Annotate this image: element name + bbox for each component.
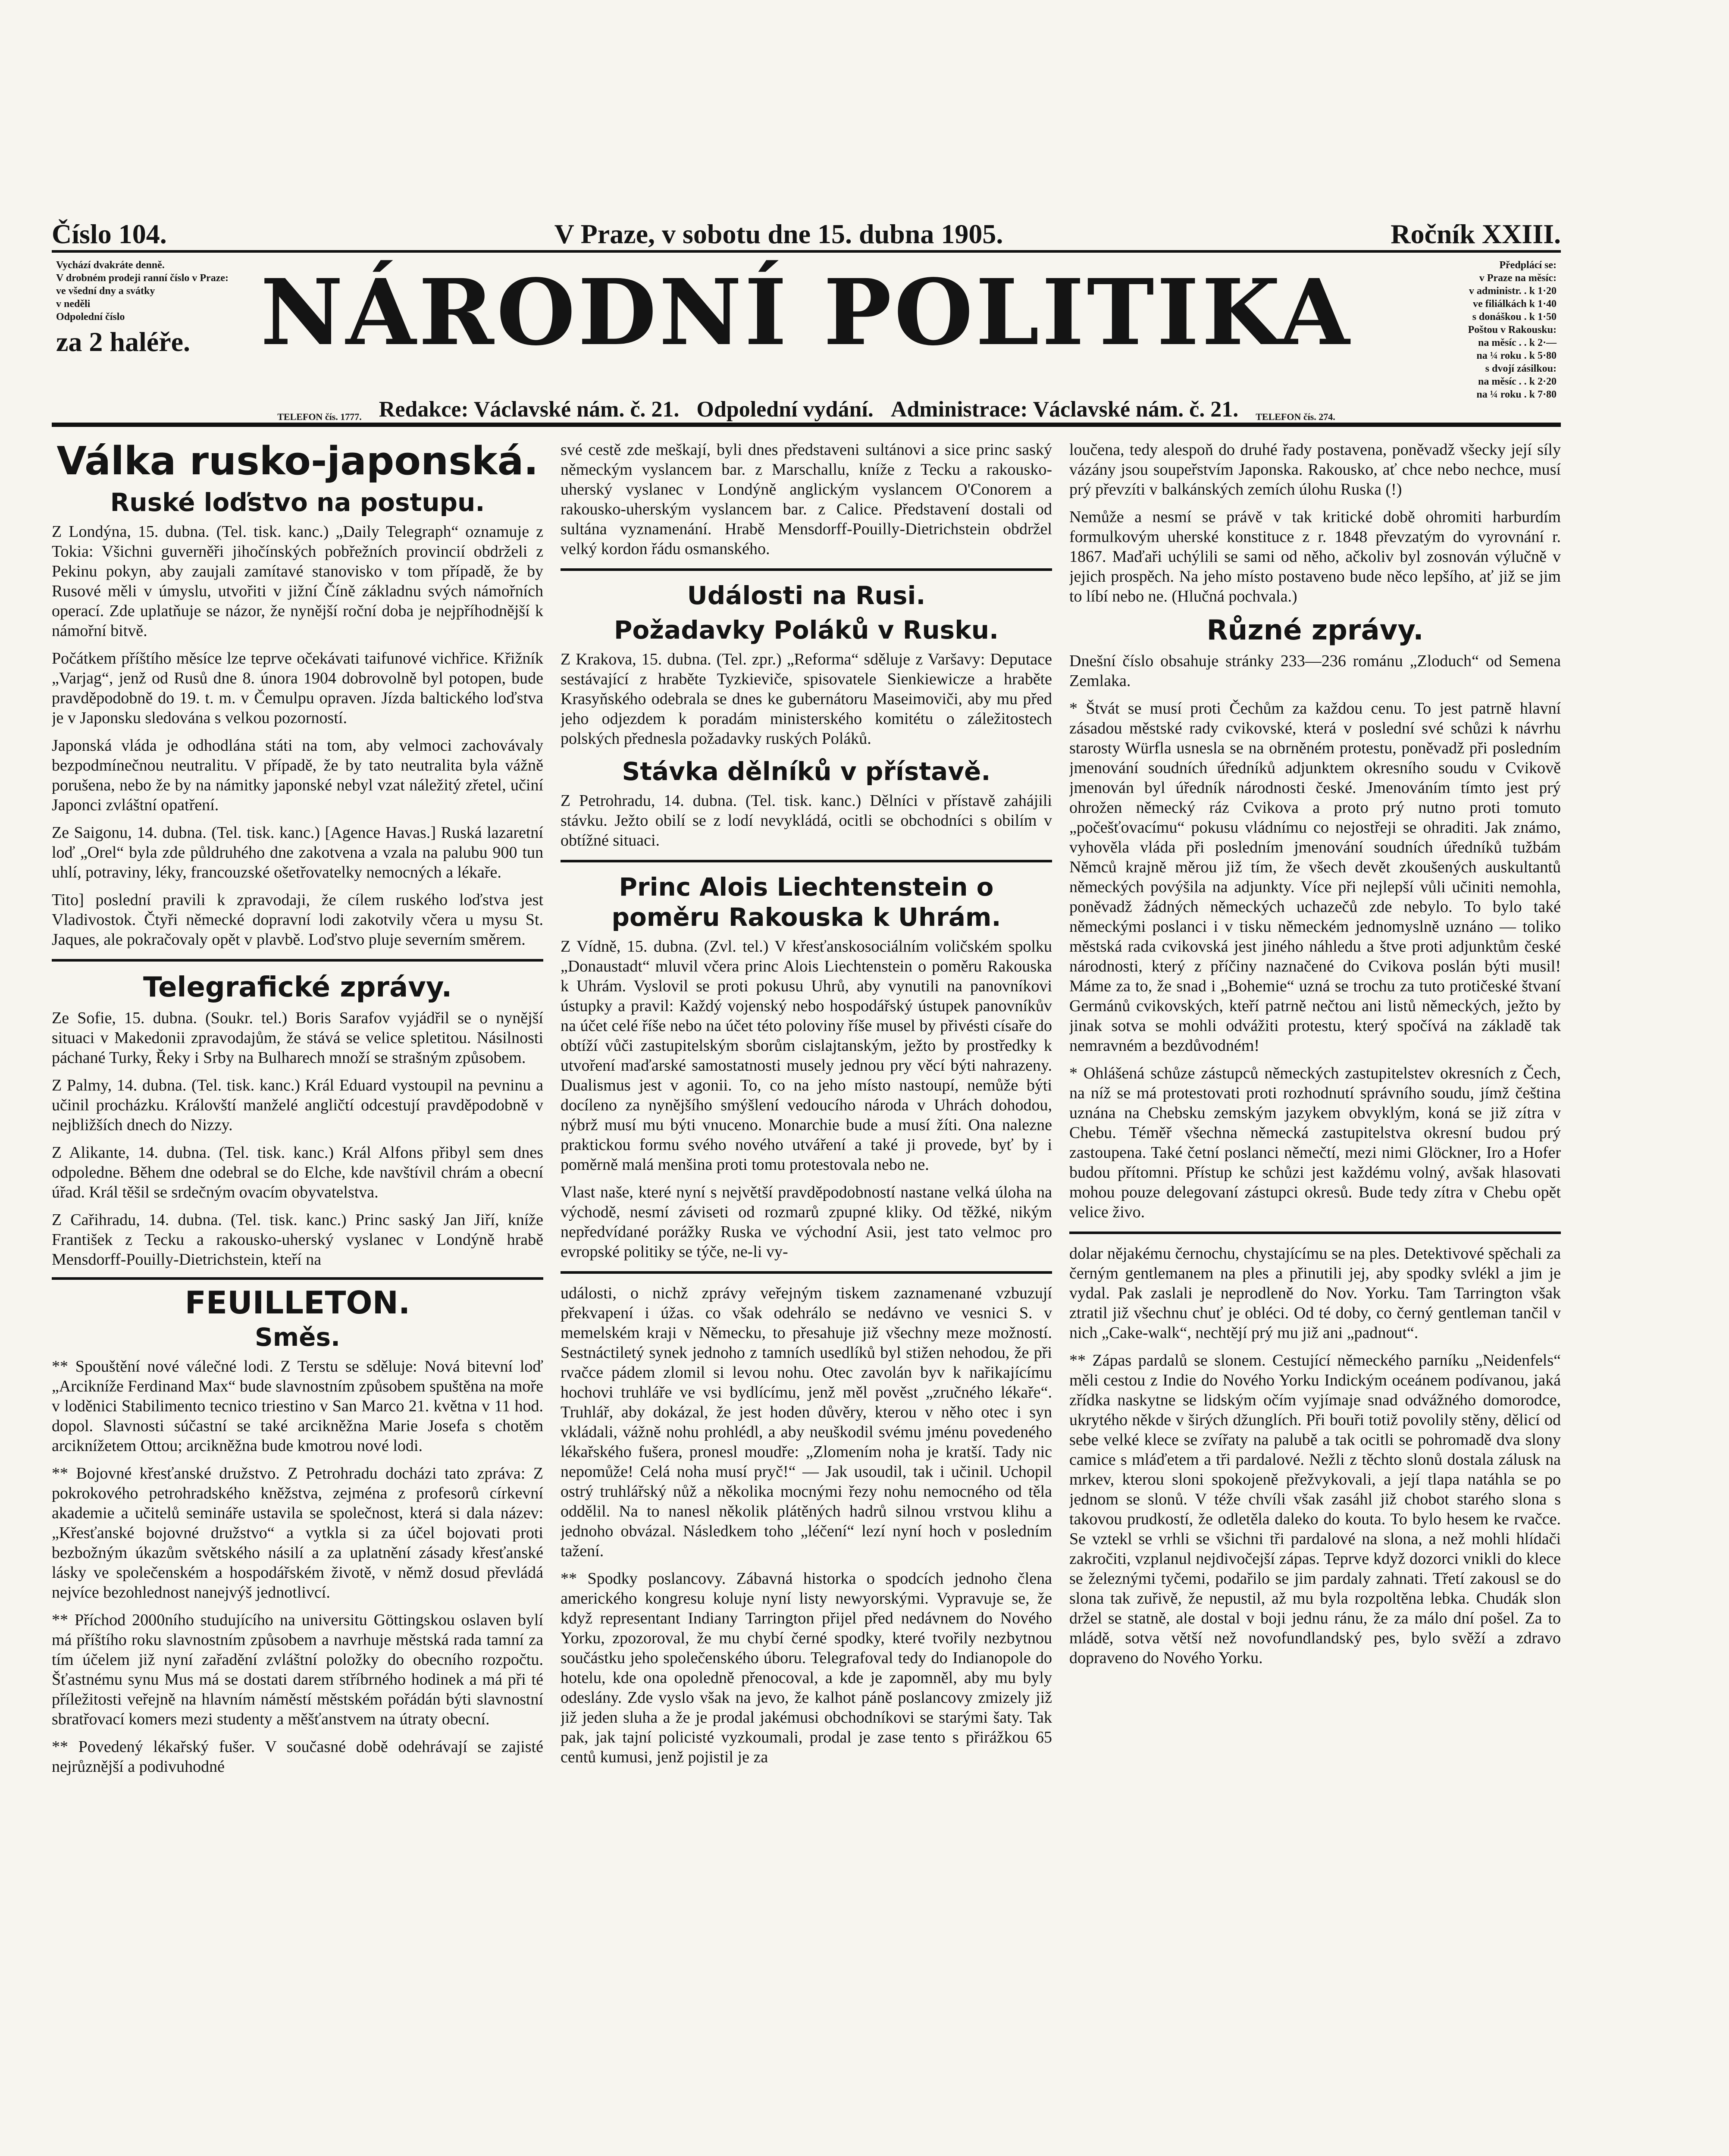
smes-heading: Směs. [254, 1322, 341, 1352]
paragraph: Dnešní číslo obsahuje stránky 233—236 románu „Zloduch“ od Semena Zemlaka. [1069, 652, 1561, 690]
right-info-line: s donáškou . k 1·50 [1472, 311, 1557, 323]
divider [561, 860, 1052, 862]
divider [561, 1271, 1052, 1274]
paragraph: ** Příchod 2000ního studujícího na universitu Göttingskou oslaven bylí má příštího roku slavnostním způsobem a navrhuje městská rada tamní za tím účelem již nyní zařadění zvláštní položky do obecního rozpočtu. Šťastnému synu Mus má se dostati darem stříbrného hodinek a má při té příležitosti veřejně na hlavním náměstí městském pořádán býti slavnostní sbratřovací komers mezi studenty a měšťanstvem na útraty obecní. [52, 1611, 543, 1728]
paragraph: Počátkem příštího měsíce lze teprve očekávati taifunové vichřice. Křižník „Varjag“, jenž od Rusů dne 8. února 1904 dobrovolně byl potopen, bude pravděpodobně do 19. t. m. v Čemulpu opraven. Jízda baltického loďstva je v Japonsku sledována s velkou pozorností. [52, 649, 543, 727]
right-info-line: na ¼ roku . k 7·80 [1476, 389, 1557, 400]
right-info-box [1375, 259, 1557, 401]
volume-number: Ročník XXIII. [1391, 219, 1561, 249]
paragraph: ** Povedený lékařský fušer. V současné době odehrávají se zajisté nejrůznější a podivuhodné [52, 1738, 543, 1776]
paragraph: Vlast naše, které nyní s největší pravděpodobností nastane velká úloha na východě, nesmí záviseti od rozmarů zpupné kliky. Od těžké, nikým nepředvídané porážky Ruska ve východní Asii, jest tato velmoc pro evropské politiky se týče, ne-li vy- [561, 1183, 1052, 1261]
subheadline-fleet: Ruské loďstvo na postupu. [110, 488, 485, 517]
masthead [52, 254, 1561, 427]
paragraph: ** Zápas pardalů se slonem. Cestující německého parníku „Neidenfels“ měli cestou z Indie do Nového Yorku Indickým oceánem podívanou, jaká zřídka naskytne se lidským očím vyjímaje snad odvážného domorodce, ukrytého někde v širých džunglích. Při bouři totiž povolily stěny, dělicí od sebe velké klece se zvířaty na palubě a tak ocitli se pohromadě dva slony camice s mláďetem a tři pardalové. Nežli z těchto slonů dostala zálusk na mrkev, kterou sloni spokojeně přežvykovali, a její tlapa natáhla se po jednom se slonů. V téže chvíli však zasáhl již chobot starého slona s takovou prudkostí, že odletěla daleko do kouta. To bylo hesem ke rvačce. Se vztekl se vrhli se všichni tři pardalové na slona, a než mohli hlídači zakročiti, vzplanul nejdivočejší zápas. Teprve když dozorci vnikli do klece se železnými tyčemi, podařilo se jim pardaly zahnati. Třetí zakousl se do slona tak zuřivě, že nepustil, až mu byla rozpoltěna lebka. Chudák slon držel se statně, ale dostal v boji jednu ránu, že za málo dní pošel. Za to mládě, sotva větší než novofundlandský pes, bylo svěží a zdravo dopraveno do Nového Yorku. [1069, 1351, 1561, 1667]
paragraph: Z Vídně, 15. dubna. (Zvl. tel.) V křesťanskosociálním voličském spolku „Donaustadt“ mluvil včera princ Alois Liechtenstein o poměru Rakouska k Uhrám. Vyslovil se proti pokusu Uhrů, aby vynutili na panovníkovi ústupky a pravil: Každý vojenský nebo hospodářský ústupek panovníkův na účet celé říše nebo na účet této poloviny říše musel by přivésti císaře do obtíží vůči zastupitelským sborům cislajtanským, ježto by prostředky k utvoření maďarské samostatnosti musely jednou pry věcí býti nahrazeny. Dualismus jest v agonii. To, co na jeho místo nastoupí, nemůže býti docíleno za nynějšího smýšlení vedoucího národa v Uhrách dohodou, nýbrž musí mu býti vnuceno. Monarchie bude a musí žíti. Ona nalezne praktickou formu svého nového utváření a také ji provede, byť by i poměrně malá menšina proti tomu protestovala nebo ne. [561, 937, 1052, 1174]
issue-date: V Praze, v sobotu dne 15. dubna 1905. [554, 219, 1003, 249]
divider [1069, 1232, 1561, 1234]
paragraph: Ze Saigonu, 14. dubna. (Tel. tisk. kanc.) [Agence Havas.] Ruská lazaretní loď „Orel“ byla zde půldruhého dne zakotvena a vzala na palubu 900 tun uhlí, potraviny, léky, francouzské ošetřovatelky nemocných a lékaře. [52, 824, 543, 881]
right-info-line: na měsíc . . k 2·20 [1478, 376, 1557, 387]
paragraph: * Ohlášená schůze zástupců německých zastupitelstev okresních z Čech, na níž se má protestovati proti rozhodnutí správního soudu, jímž čeština uznána na Chebsku zemským jazykem obvyklým, koná se již zítra v Chebu. Téměř všechna německá zastupitelstva okresní budou prý zastoupena. Také četní poslanci němečtí, mezi nimi Glöckner, Iro a Hofer budou přítomni. Přístup ke schůzi jest každému volný, avšak hlasovati mohou pouze delegovaní zástupci okresů. Bude tedy zítra v Chebu opět velice živo. [1069, 1064, 1561, 1221]
paragraph: Z Palmy, 14. dubna. (Tel. tisk. kanc.) Král Eduard vystoupil na pevninu a učinil procházku. Královští manželé angličtí odcestují pravděpodobně v nejbližších dnech do Nizzy. [52, 1076, 543, 1134]
right-info-line: na měsíc . . k 2·— [1478, 337, 1557, 348]
divider [52, 959, 543, 962]
headline-telegraph: Telegrafické zprávy. [143, 971, 452, 1003]
headline-war: Válka rusko-japonská. [56, 440, 539, 484]
paragraph: loučena, tedy alespoň do druhé řady postavena, poněvadž všecky její síly vázány jsou soupeřstvím Japonska. Rakousko, ať chce nebo nechce, musí prý převzíti v balkánských zemích úlohu Ruska (!) [1069, 441, 1561, 498]
paragraph: události, o nichž zprávy veřejným tiskem zaznamenané vzbuzují překvapení i úžas. co však odehrálo se nedávno ve vesnici S. v memelském kraji v Německu, to přesahuje již všechny meze možností. Sestnáctiletý synek jednoho z tamních usedlíků byl stižen nehodou, že při rvačce pádem zlomil si levou nohu. Otec zavolán byv k nařikajícímu hochovi truhláře ve vsi bydlícímu, jenž měl pověst „zručného lékaře“. Truhlář, aby dokázal, že jest hoden důvěry, kterou v něho otec i syn vkládali, vážně nohu prohlédl, a aby neuškodil svému jménu povedeného lékařského fušera, pronesl moudře: „Zlomením noha je kratší. Tady nic nepomůže! Celá noha musí pryč!“ — Jak usoudil, tak i učinil. Uchopil ostrý truhlářský nůž a několika mocnými řezy nohu nemocného od těla oddělil. Na to nanesl několik plátěných hadrů silnou vrstvou klihu a jednoho obvázal. Následkem toho „léčení“ lezí nyní hoch v posledním tažení. [561, 1284, 1052, 1560]
paragraph: své cestě zde meškají, byli dnes představeni sultánovi a sice princ saský německým vyslancem bar. z Marschallu, kníže z Tecku a rakousko-uherský vyslanec v Londýně anglickým vyslancem O'Conorem a rakousko-uherským vyslancem bar. z Calice. Představení dostali od sultána vyznamenání. Hrabě Mensdorff-Pouilly-Dietrichstein obdržel velký kordon řádu osmanského. [561, 441, 1052, 558]
left-info-line: v neděli [56, 298, 91, 310]
paragraph: Z Krakova, 15. dubna. (Tel. zpr.) „Reforma“ sděluje z Varšavy: Deputace sestávající z hraběte Tyzkieviče, spisovatele Sienkiewicze a hraběte Krasyňského odebrala se dnes ke gubernátoru Maseimoviči, aby mu před jeho odjezdem k poradám ministerského komitétu o záležitostech polských přednesla požadavky ruských Poláků. [561, 650, 1052, 748]
divider [561, 568, 1052, 571]
paragraph: ** Spouštění nové válečné lodi. Z Terstu se sděluje: Nová bitevní loď „Arcikníže Ferdinand Max“ bude slavnostním způsobem spuštěna na moře v loděnici Stabilimento tecnico triestino v San Marco 21. května v 11 hod. dopol. Slavnosti súčastní se také arcikněžna Marie Josefa s chotěm arciknížetem Ottou; arcikněžna bude kmotrou nové lodi. [52, 1357, 543, 1455]
telefon-left: TELEFON čís. 1777. [277, 411, 362, 422]
paragraph: ** Spodky poslancovy. Zábavná historka o spodcích jednoho člena amerického kongresu koluje nyní listy newyorskými. Vypravuje se, že když representant Indiany Tarrington přijel před nedávnem do Nového Yorku, zpozoroval, že mu chybí černé spodky, které tvořily nezbytnou součástku jeho společenského úboru. Telegrafoval tedy do Indianopole do hotelu, kde ona opoledně přenocoval, a kde je zapomněl, aby mu byly odeslány. Zde vyslo však na jevo, že kalhot páně poslancovy zmizely již již jeden sluha a že je prodal jakémusi obchodníkovi se starými šaty. Tak pak, jak tajní policisté vyzkoumali, prodal je zase tento s přirážkou 65 centů kumusi, jenž pojistil je za [561, 1570, 1052, 1766]
paragraph: Z Petrohradu, 14. dubna. (Tel. tisk. kanc.) Dělníci v přístavě zahájili stávku. Ježto obilí se z lodí nevykládá, ocitli se obchodníci s obilím v obtížné situaci. [561, 792, 1052, 849]
paragraph: Nemůže a nesmí se právě v tak kritické době ohromiti harburdím formulkovým uherské konstituce z r. 1848 převzatým do vyrovnání r. 1867. Maďaři uchýlili se sami od něho, ačkoliv byl zosnován výlučně v jejich prospěch. Na jeho místo postaveno bude něco lepšího, ať již se jim to líbí nebo ne. (Hlučná pochvala.) [1069, 508, 1561, 605]
right-info-line: Předplácí se: [1499, 260, 1557, 271]
headline-russia: Události na Rusi. [687, 581, 926, 610]
column-2 [561, 440, 1052, 2156]
right-info-line: v administr. . k 1·20 [1469, 285, 1557, 297]
subheadline-poles: Požadavky Poláků v Rusku. [614, 615, 999, 645]
subheadline-strike: Stávka dělníků v přístavě. [622, 757, 991, 786]
left-info-box [56, 259, 237, 357]
price-label: za 2 haléře. [56, 326, 190, 357]
left-info-line: ve všední dny a svátky [56, 285, 155, 297]
paragraph: Ze Sofie, 15. dubna. (Soukr. tel.) Boris Sarafov vyjádřil se o nynější situaci v Makedonii zpravodajům, že stává se velice spletitou. Násilnosti páchané Turky, Řeky i Srby na Bulharech množí se strašným způsobem. [52, 1009, 543, 1067]
article-columns [52, 440, 1561, 2156]
paragraph: Z Alikante, 14. dubna. (Tel. tisk. kanc.) Král Alfons přibyl sem dnes odpoledne. Během dne odebral se do Elche, kde navštívil chrám a obecní úřad. Král těšil se srdečným ovacím obyvatelstva. [52, 1144, 543, 1201]
column-3 [1069, 440, 1561, 2156]
newspaper-title: NÁRODNÍ POLITIKA [260, 259, 1352, 366]
redakce-address: Redakce: Václavské nám. č. 21. [379, 397, 680, 422]
paragraph: Z Londýna, 15. dubna. (Tel. tisk. kanc.) „Daily Telegraph“ oznamuje z Tokia: Všichni guverněři jihočínských pobřežních provincií obdrželi z Pekinu pokyn, aby zaujali zamítavé stanovisko v tom případě, že by Rusové měli v úmyslu, utvořiti v jižní Číně základnu svých námořních operací. Zde uplatňuje se názor, že nynější roční doba je nejpříhodnější k námořní bitvě. [52, 523, 543, 640]
administrace-address: Administrace: Václavské nám. č. 21. [890, 397, 1239, 422]
left-info-line: Vychází dvakráte denně. [56, 260, 165, 271]
right-info-line: na ¼ roku . k 5·80 [1476, 350, 1557, 361]
left-info-line: Odpolední číslo [56, 311, 125, 323]
paragraph: Tito] poslední pravili k zpravodaji, že cílem ruského loďstva jest Vladivostok. Čtyři německé dopravní lodi zakotvily včera u mysu St. Jaques, ale pokračovaly opět v plavbě. Loďstvo pluje severním směrem. [52, 891, 543, 949]
masthead-subline [52, 397, 1561, 423]
paragraph: ** Bojovné křesťanské družstvo. Z Petrohradu docházi tato zpráva: Z pokrokového petrohradského kněžstva, zejména z profesorů církevní akademie a učitelů semináře ustavila se společnost, která si dala název: „Křesťanské bojovné družstvo“ a vytkla si za účel bojovati proti bezbožným úkazům světského násilí a za uplatnění zásady křesťanské lásky ve společenském a hospodářském životě, v němž dosud převládá nejvíce bezohlednost nanejvýš jednotlivcí. [52, 1464, 543, 1601]
right-info-line: Poštou v Rakousku: [1468, 324, 1557, 335]
paragraph: Japonská vláda je odhodlána státi na tom, aby velmoci zachovávaly bezpodmínečnou neutralitu. V případě, že by tato neutralita byla vážně porušena, nebo že by na námitky japonské nebyl vzat náležitý zřetel, učiní Japonci zvláštní opatření. [52, 736, 543, 814]
right-info-line: v Praze na měsíc: [1479, 273, 1557, 284]
headline-liechtenstein: Princ Alois Liechtenstein o poměru Rakouska k Uhrám. [611, 872, 1001, 932]
telefon-right: TELEFON čís. 274. [1256, 411, 1335, 422]
issue-line [52, 216, 1561, 253]
edition-label: Odpolední vydání. [696, 397, 874, 422]
paragraph: * Štvát se musí proti Čechům za každou cenu. To jest patrně hlavní zásadou městské rady cvikovské, která v poslední své schůzi k návrhu starosty Würfla usnesla se na obrněném protestu, poněvadž při posledním jmenování soudních úředníků adjunktem okresního soudu v Cvikově jmenován byl úředník národnosti české. Jmenováním tímto jest prý ohrožen německý ráz Cvikova a proto prý nutno proti tomuto „počešťovacímu“ pokusu vládnímu co nejostřeji se ohraditi. Jak známo, vyhověla vláda při posledním jmenování soudních úředníků tužbám Němců krajně měrou již tím, že všech devět zkoušených auskultantů německých povýšila na adjunkty. Více při nejlepší vůli učiniti nemohla, poněvadž žádných německých uchazečů zde nebylo. To bylo také německými poslanci i v tisku německém jednomyslně uznáno — toliko městská rada cvikovská jest jiného náhledu a štve proti adjunktům české národnosti, který z příčiny naznačené do Cvikova poslán býti musil! Máme za to, že snad i „Bohemie“ uzná se trochu za tuto protičeské štvaní Germánů cvikovských, kteří patrně nečtou ani listů německých, ježto by jinak sotva se mohli odvážiti protestu, který spočívá na základě tak nemravném a bezdůvodném! [1069, 699, 1561, 1055]
paragraph: dolar nějakému černochu, chystajícímu se na ples. Detektivové spěchali za černým gentlemanem na ples a přinutili jej, aby spodky svlékl a jim je vydal. Pak zaslali je neprodleně do Nov. Yorku. Tam Tarrington však ztratil již všechnu chuť je obléci. Od té doby, co černý gentleman tančil v nich „Cake-walk“, nechtějí prý mu již ani „padnout“. [1069, 1244, 1561, 1342]
right-info-line: ve filiálkách k 1·40 [1472, 298, 1557, 310]
left-info-line: V drobném prodeji ranní číslo v Praze: [56, 273, 229, 284]
paragraph: Z Cařihradu, 14. dubna. (Tel. tisk. kanc.) Princ saský Jan Jiří, kníže František z Tecku a rakousko-uherský vyslanec v Londýně hrabě Mensdorff-Pouilly-Dietrichstein, kteří na [52, 1211, 543, 1269]
newspaper-page [52, 216, 1561, 2156]
feuilleton-heading: FEUILLETON. [52, 1277, 543, 1322]
headline-various: Různé zprávy. [1206, 614, 1424, 646]
issue-number: Číslo 104. [52, 219, 167, 249]
column-1 [52, 440, 543, 2156]
right-info-line: s dvojí zásilkou: [1485, 363, 1557, 374]
